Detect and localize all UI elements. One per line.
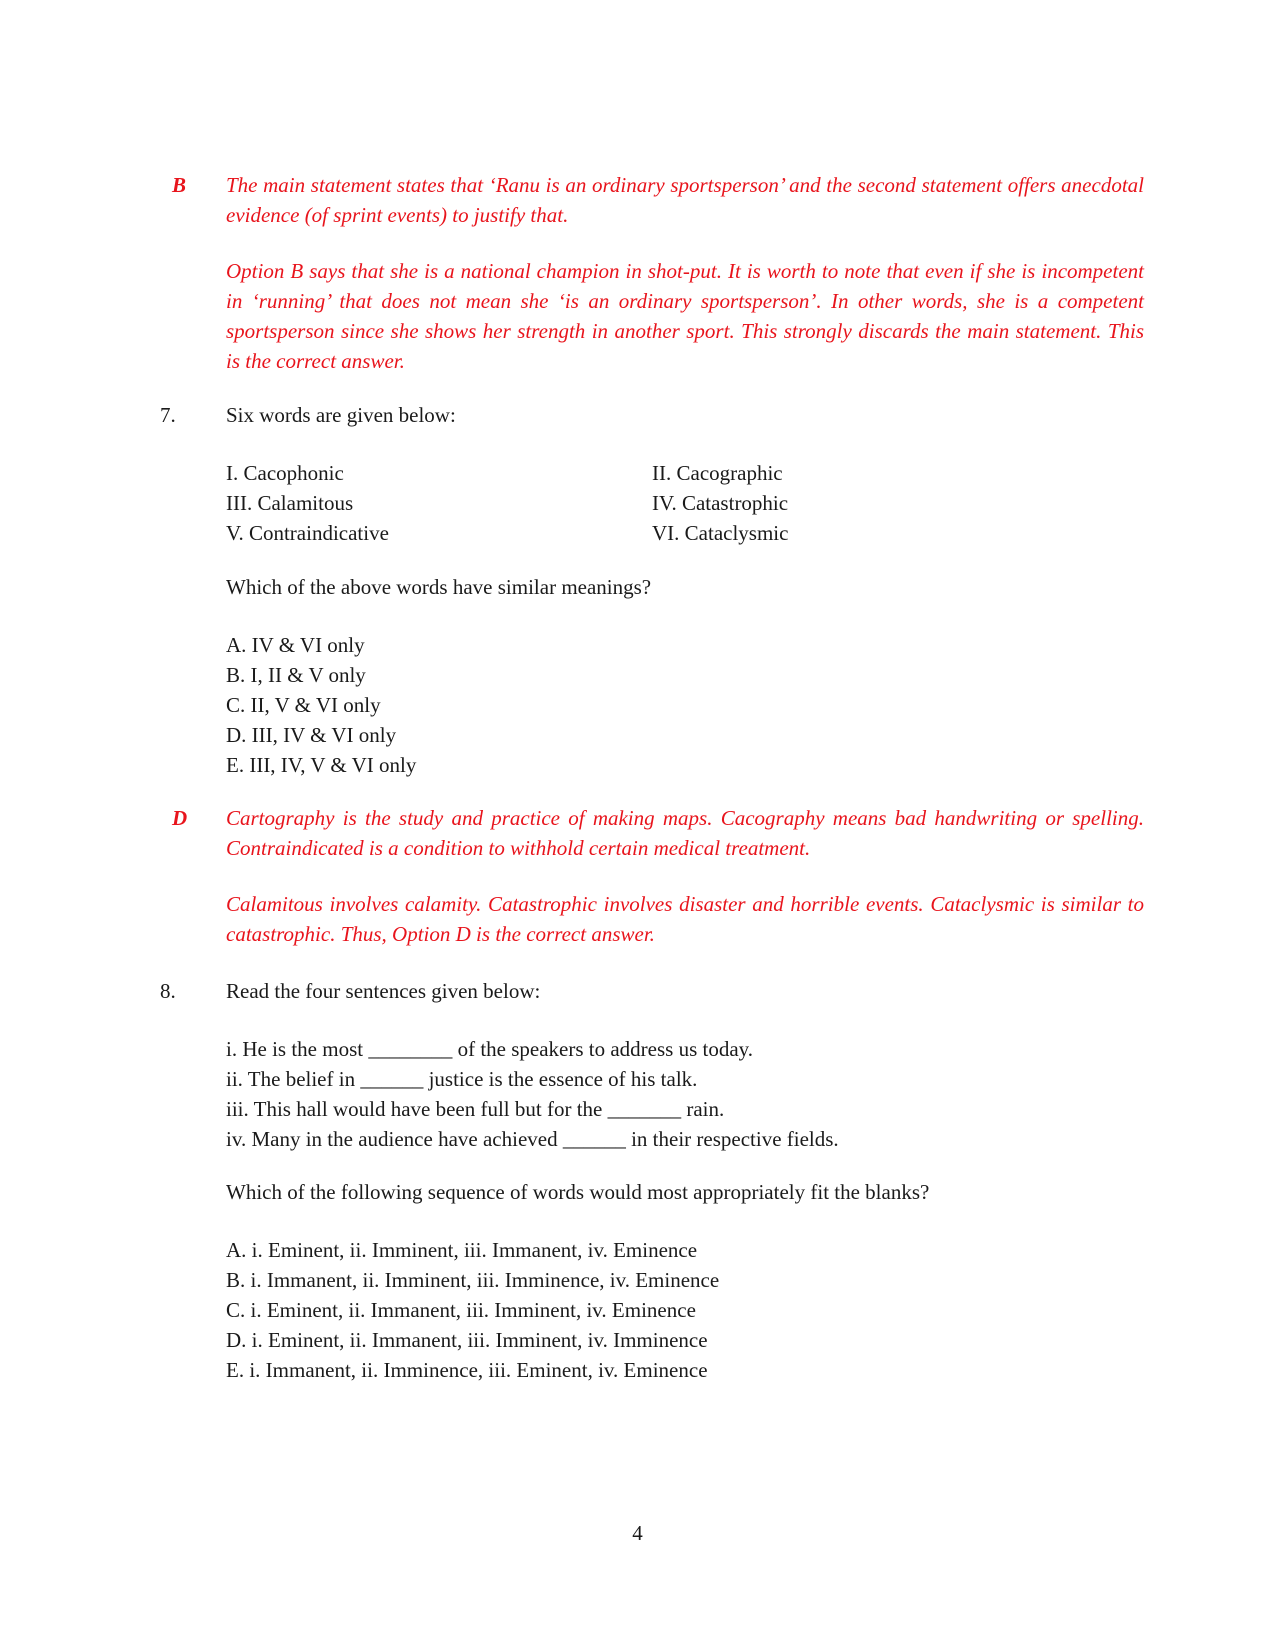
option-item: E. III, IV, V & VI only bbox=[226, 753, 417, 777]
option-item: B. I, II & V only bbox=[226, 663, 366, 687]
option-item: E. i. Immanent, ii. Imminence, iii. Eminent, iv. Eminence bbox=[226, 1358, 708, 1382]
question-7-word-list bbox=[226, 458, 876, 548]
question-8-question-block bbox=[226, 1177, 1144, 1207]
question-7-intro-block bbox=[226, 400, 1144, 430]
sentence-item: iv. Many in the audience have achieved ______ in their respective fields. bbox=[226, 1127, 839, 1151]
question-8-question: Which of the following sequence of words would most appropriately fit the blanks? bbox=[226, 1180, 930, 1204]
question-7-explanation-1-block bbox=[226, 803, 1144, 863]
word-item: VI. Cataclysmic bbox=[652, 521, 789, 545]
prev-answer-paragraph-2: Option B says that she is a national champion in shot-put. It is worth to note that even if she is incompetent in ‘running’ that does not mean she ‘is an ordinary sportsperson’. In other words, she is a competent sportsperson since she shows her strength in another sport. This strongly discards the main statement. This is the correct answer. bbox=[226, 259, 1144, 373]
word-item: II. Cacographic bbox=[652, 461, 783, 485]
prev-answer-letter: B bbox=[172, 173, 187, 197]
option-item: B. i. Immanent, ii. Imminent, iii. Imminence, iv. Eminence bbox=[226, 1268, 720, 1292]
question-8-sentences bbox=[226, 1034, 1144, 1154]
option-item: C. i. Eminent, ii. Immanent, iii. Imminent, iv. Eminence bbox=[226, 1298, 696, 1322]
option-item: C. II, V & VI only bbox=[226, 693, 381, 717]
word-row bbox=[226, 458, 876, 488]
word-item: V. Contraindicative bbox=[226, 521, 389, 545]
prev-answer-explanation-2 bbox=[226, 256, 1144, 376]
prev-answer-explanation bbox=[226, 170, 1144, 230]
page-number: 4 bbox=[632, 1521, 643, 1545]
question-7-explanation-2: Calamitous involves calamity. Catastrophic involves disaster and horrible events. Cataclysmic is similar to catastrophic. Thus, Option D is the correct answer. bbox=[226, 892, 1144, 946]
question-7-answer-letter: D bbox=[172, 806, 188, 830]
question-7-options bbox=[226, 630, 1144, 780]
sentence-item: i. He is the most ________ of the speakers to address us today. bbox=[226, 1037, 754, 1061]
word-item: III. Calamitous bbox=[226, 491, 354, 515]
question-7-explanation-2-block bbox=[226, 889, 1144, 949]
option-item: A. i. Eminent, ii. Imminent, iii. Immanent, iv. Eminence bbox=[226, 1238, 698, 1262]
option-item: D. i. Eminent, ii. Immanent, iii. Imminent, iv. Imminence bbox=[226, 1328, 708, 1352]
word-item: I. Cacophonic bbox=[226, 461, 344, 485]
option-item: D. III, IV & VI only bbox=[226, 723, 397, 747]
prev-answer-paragraph-1: The main statement states that ‘Ranu is an ordinary sportsperson’ and the second statement offers anecdotal evidence (of sprint events) to justify that. bbox=[226, 173, 1144, 227]
question-7-explanation-1: Cartography is the study and practice of making maps. Cacography means bad handwriting or spelling. Contraindicated is a condition to withhold certain medical treatment. bbox=[226, 806, 1144, 860]
option-item: A. IV & VI only bbox=[226, 633, 365, 657]
question-7-number: 7. bbox=[160, 403, 176, 427]
question-8-number: 8. bbox=[160, 979, 176, 1003]
question-7-intro: Six words are given below: bbox=[226, 403, 456, 427]
sentence-item: iii. This hall would have been full but for the _______ rain. bbox=[226, 1097, 725, 1121]
question-7-question-block bbox=[226, 572, 1144, 602]
word-row bbox=[226, 518, 876, 548]
word-row bbox=[226, 488, 876, 518]
question-8-intro-block bbox=[226, 976, 1144, 1006]
question-8-intro: Read the four sentences given below: bbox=[226, 979, 541, 1003]
question-7-question: Which of the above words have similar meanings? bbox=[226, 575, 652, 599]
question-8-options bbox=[226, 1235, 1144, 1385]
sentence-item: ii. The belief in ______ justice is the essence of his talk. bbox=[226, 1067, 698, 1091]
word-item: IV. Catastrophic bbox=[652, 491, 789, 515]
